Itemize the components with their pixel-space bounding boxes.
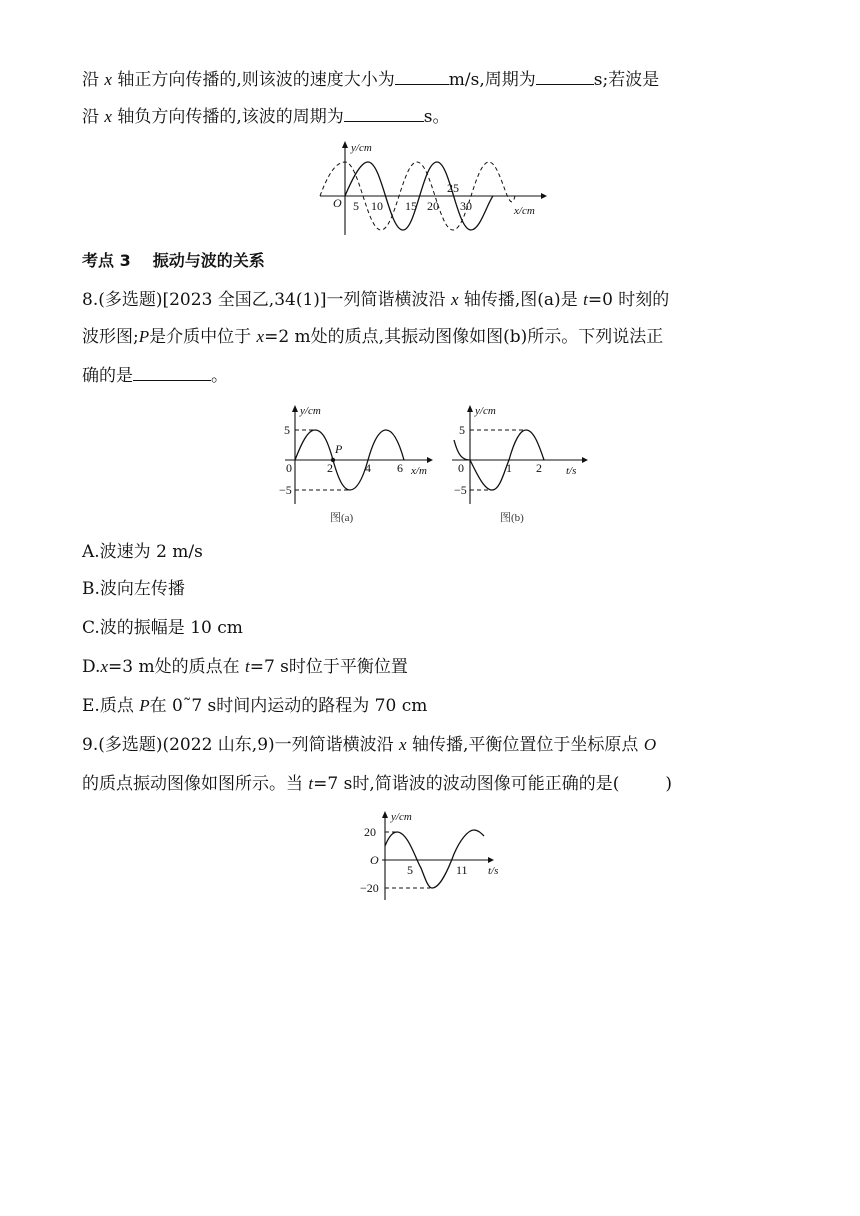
q9-line-2: 的质点振动图像如图所示。当 t=7 s时,简谐波的波动图像可能正确的是( ) <box>82 774 673 794</box>
q9-line-1: 9.(多选题)(2022 山东,9)一列简谐横波沿 x 轴传播,平衡位置位于坐标原点 O <box>82 735 657 755</box>
t-axis-label: t/s <box>488 865 499 877</box>
tick-label: 5 <box>284 423 290 437</box>
figure-caption: 图(b) <box>500 512 524 524</box>
option-c[interactable]: C.波的振幅是 10 cm <box>82 618 243 638</box>
section-heading: 考点 3 振动与波的关系 <box>82 251 265 270</box>
tick-label: −5 <box>454 483 467 497</box>
option-d[interactable]: D.x=3 m处的质点在 t=7 s时位于平衡位置 <box>82 657 408 677</box>
y-axis-arrow <box>382 811 388 818</box>
tick-label: 2 <box>536 461 542 475</box>
tick-label: 25 <box>447 181 459 195</box>
q7-line-2: 沿 x 轴负方向传播的,该波的周期为 s。 <box>82 103 450 129</box>
option-b[interactable]: B.波向左传播 <box>82 579 185 599</box>
y-axis-label: y/cm <box>300 405 321 417</box>
origin-label: O <box>333 196 342 210</box>
tick-label: 5 <box>353 199 359 213</box>
point-p-label: P <box>335 442 343 456</box>
tick-label: 4 <box>365 461 371 475</box>
q8-line-1: 8.(多选题)[2023 全国乙,34(1)]一列简谐横波沿 x 轴传播,图(a)是 t=0 时刻的 <box>82 290 670 310</box>
option-e[interactable]: E.质点 P在 0˜7 s时间内运动的路程为 70 cm <box>82 696 428 716</box>
tick-label: −20 <box>360 881 379 895</box>
y-axis-label: y/cm <box>351 142 372 154</box>
tick-label: 1 <box>506 461 512 475</box>
vibration-figure-q9 <box>360 808 530 908</box>
wave-figure-q8a <box>275 400 445 530</box>
y-axis-arrow <box>467 405 473 412</box>
wave-figure-q7 <box>315 140 555 240</box>
tick-label: 11 <box>456 863 468 877</box>
x-axis-arrow <box>427 457 433 463</box>
tick-label: 30 <box>460 199 472 213</box>
y-axis-arrow <box>292 405 298 412</box>
tick-label: 10 <box>371 199 383 213</box>
tick-label: 5 <box>459 423 465 437</box>
figure-caption: 图(a) <box>330 512 354 524</box>
answer-blank[interactable] <box>344 103 424 122</box>
tick-label: 20 <box>427 199 439 213</box>
x-axis-arrow <box>541 193 547 199</box>
origin-label: O <box>370 853 379 867</box>
x-axis-label: x/m <box>411 465 427 477</box>
tick-label: −5 <box>279 483 292 497</box>
answer-blank[interactable] <box>395 66 449 85</box>
q8-line-3: 确的是 。 <box>82 362 228 388</box>
t-axis-arrow <box>582 457 588 463</box>
t-axis-arrow <box>488 857 494 863</box>
y-axis-arrow <box>342 141 348 148</box>
q7-line-1: 沿 x 轴正方向传播的,则该波的速度大小为 m/s,周期为 s;若波是 <box>82 66 659 92</box>
origin-label: 0 <box>286 461 292 475</box>
q8-line-2: 波形图;P是介质中位于 x=2 m处的质点,其振动图像如图(b)所示。下列说法正 <box>82 327 664 347</box>
y-axis-label: y/cm <box>391 811 412 823</box>
tick-label: 6 <box>397 461 403 475</box>
tick-label: 20 <box>364 825 376 839</box>
tick-label: 2 <box>327 461 333 475</box>
tick-label: 15 <box>405 199 417 213</box>
answer-blank[interactable] <box>536 66 594 85</box>
origin-label: 0 <box>458 461 464 475</box>
option-a[interactable]: A.波速为 2 m/s <box>82 542 203 562</box>
x-axis-label: x/cm <box>514 205 535 217</box>
tick-label: 5 <box>407 863 413 877</box>
y-axis-label: y/cm <box>475 405 496 417</box>
answer-blank[interactable] <box>133 362 211 381</box>
t-axis-label: t/s <box>566 465 577 477</box>
vibration-curve <box>385 830 484 888</box>
